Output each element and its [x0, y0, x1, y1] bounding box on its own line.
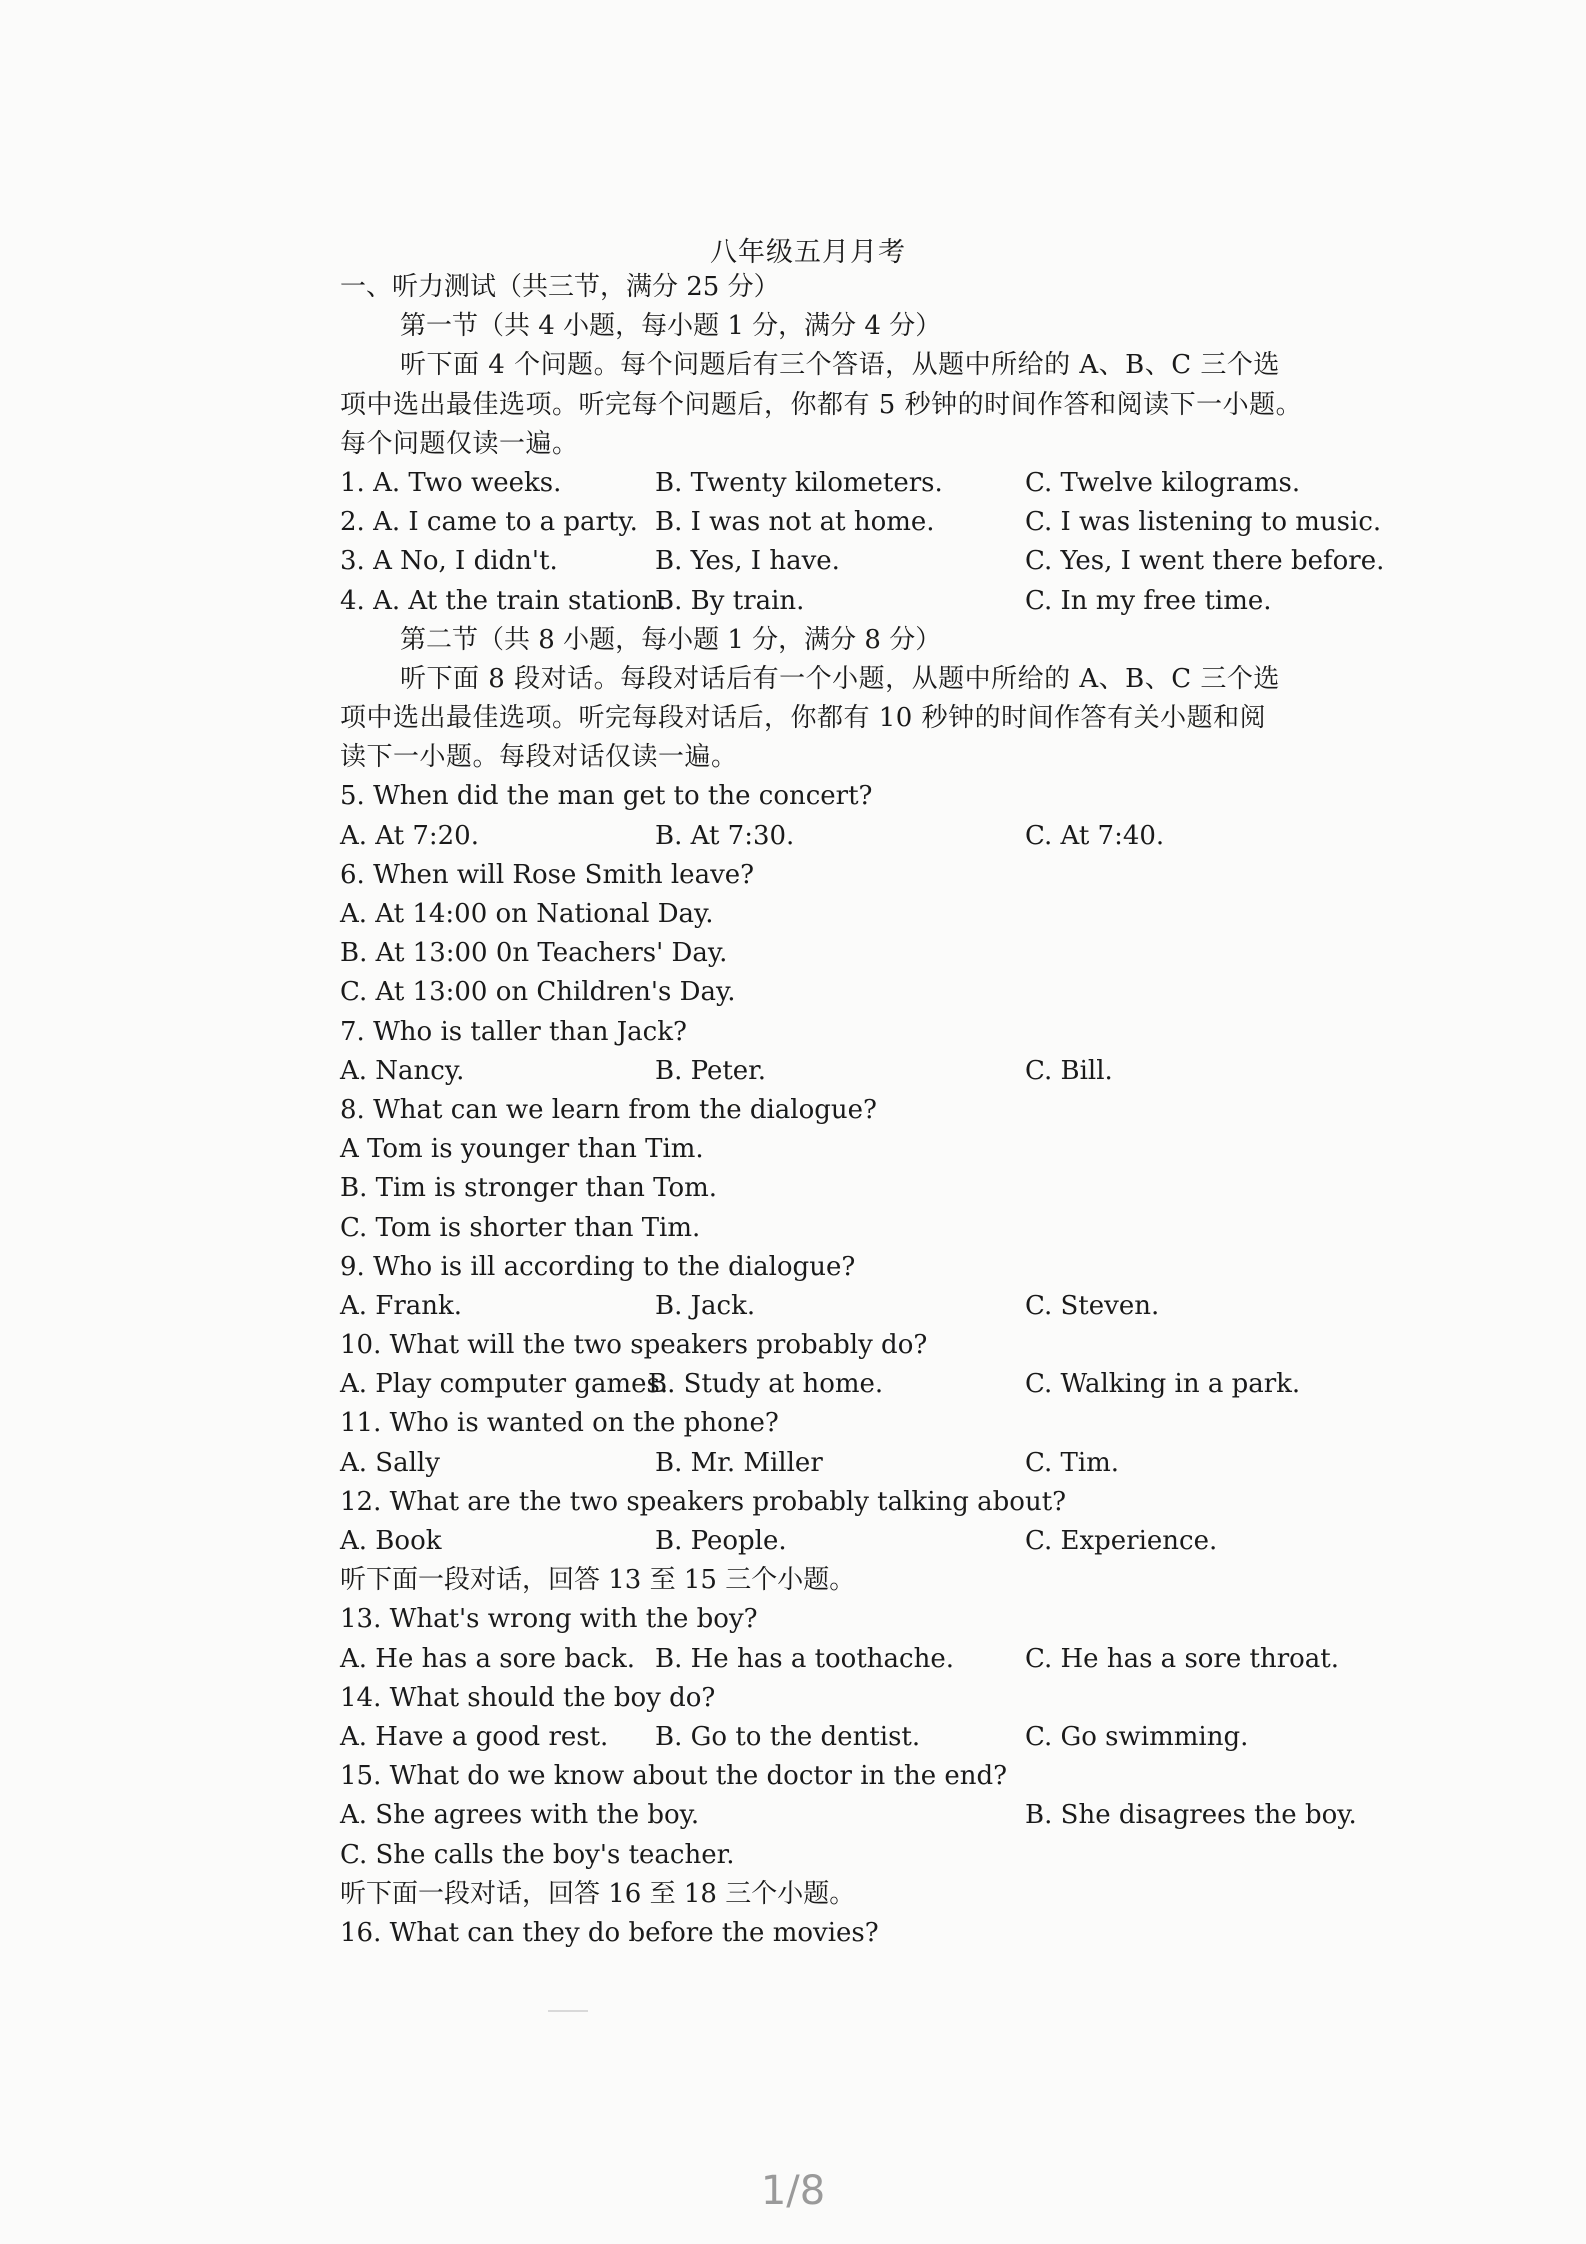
option-a: A. At 14:00 on National Day.	[340, 899, 714, 929]
option-c: C. Tom is shorter than Tim.	[340, 1212, 701, 1243]
option-a: 1. A. Two weeks.	[340, 467, 562, 498]
option-b: B. He has a toothache.	[655, 1643, 954, 1674]
question-stem: 15. What do we know about the doctor in the end?	[340, 1761, 1008, 1792]
question-row	[330, 1444, 1410, 1483]
part1-instruction-line: 每个问题仅读一遍。	[340, 428, 579, 459]
part1-instruction-line: 项中选出最佳选项。听完每个问题后，你都有 5 秒钟的时间作答和阅读下一小题。	[340, 389, 1303, 420]
option-a: 2. A. I came to a party.	[340, 507, 638, 538]
question-stem: 12. What are the two speakers probably talking about?	[340, 1486, 1067, 1517]
part2-instruction-line: 读下一小题。每段对话仅读一遍。	[340, 742, 738, 773]
option-c: C. I was listening to music.	[1025, 507, 1382, 538]
option-a: A. Play computer games.	[340, 1369, 669, 1400]
question-stem: 8. What can we learn from the dialogue?	[340, 1094, 877, 1125]
option-a: 3. A No, I didn't.	[340, 546, 558, 577]
option-a: A. At 7:20.	[340, 820, 479, 851]
option-a: A. She agrees with the boy.	[340, 1800, 700, 1831]
question-row	[330, 1522, 1410, 1561]
option-b: B. Yes, I have.	[655, 546, 840, 577]
option-b: B. People.	[655, 1526, 787, 1556]
question-stem: 9. Who is ill according to the dialogue?	[340, 1251, 856, 1282]
question-row	[330, 1718, 1410, 1757]
option-a: A. He has a sore back.	[340, 1643, 636, 1674]
option-a: A. Sally	[340, 1447, 440, 1478]
option-c: C. Experience.	[1025, 1526, 1218, 1556]
question-stem: 10. What will the two speakers probably do?	[340, 1330, 928, 1361]
option-a: A. Nancy.	[340, 1055, 465, 1086]
option-c: C. Walking in a park.	[1025, 1369, 1301, 1400]
part2-instruction-line: 听下面 8 段对话。每段对话后有一个小题，从题中所给的 A、B、C 三个选	[400, 663, 1280, 694]
option-c: C. Tim.	[1025, 1447, 1120, 1478]
option-b: B. Jack.	[655, 1290, 756, 1321]
question-stem: 14. What should the boy do?	[340, 1682, 716, 1713]
part2-instruction-line: 项中选出最佳选项。听完每段对话后，你都有 10 秒钟的时间作答有关小题和阅	[340, 703, 1267, 734]
question-row	[330, 1365, 1410, 1404]
question-stem: 16. What can they do before the movies?	[340, 1917, 879, 1948]
part2-heading: 第二节（共 8 小题，每小题 1 分，满分 8 分）	[400, 624, 942, 655]
option-a: A. Frank.	[340, 1290, 463, 1321]
option-b: B. Mr. Miller	[655, 1447, 823, 1478]
question-stem: 6. When will Rose Smith leave?	[340, 859, 755, 890]
question-stem: 5. When did the man get to the concert?	[340, 781, 873, 812]
option-c: C. Yes, I went there before.	[1025, 546, 1385, 577]
option-b: B. Twenty kilometers.	[655, 467, 943, 498]
question-row	[330, 817, 1410, 856]
question-row	[330, 582, 1410, 621]
question-row	[330, 503, 1410, 542]
option-c: C. Steven.	[1025, 1290, 1160, 1321]
option-c: C. At 7:40.	[1025, 820, 1165, 851]
option-b: B. I was not at home.	[655, 507, 935, 538]
option-c: C. Twelve kilograms.	[1025, 467, 1301, 498]
scan-smudge	[548, 2010, 588, 2012]
exam-content	[330, 268, 1410, 1953]
option-c: C. In my free time.	[1025, 585, 1272, 616]
question-row	[330, 1796, 1410, 1835]
option-a: A. Book	[340, 1526, 442, 1556]
option-a: A Tom is younger than Tim.	[340, 1134, 704, 1165]
question-row	[330, 464, 1410, 503]
option-b: B. Go to the dentist.	[655, 1721, 921, 1752]
exam-title: 八年级五月月考	[710, 237, 906, 268]
question-row	[330, 1287, 1410, 1326]
option-a: A. Have a good rest.	[340, 1721, 609, 1752]
option-c: C. Bill.	[1025, 1055, 1113, 1086]
option-b: B. At 13:00 0n Teachers' Day.	[340, 938, 728, 969]
option-b: B. She disagrees the boy.	[1025, 1800, 1357, 1831]
option-a: 4. A. At the train station.	[340, 585, 667, 616]
dialogue-intro: 听下面一段对话，回答 13 至 15 三个小题。	[340, 1565, 856, 1596]
option-c: C. At 13:00 on Children's Day.	[340, 977, 736, 1008]
option-b: B. Tim is stronger than Tom.	[340, 1173, 718, 1204]
option-c: C. Go swimming.	[1025, 1721, 1249, 1752]
option-b: B. By train.	[655, 585, 805, 616]
part1-instruction-line: 听下面 4 个问题。每个问题后有三个答语，从题中所给的 A、B、C 三个选	[400, 350, 1280, 381]
option-b: B. Peter.	[655, 1055, 767, 1086]
question-stem: 13. What's wrong with the boy?	[340, 1604, 758, 1635]
section-heading: 一、听力测试（共三节，满分 25 分）	[340, 272, 780, 302]
question-row	[330, 1640, 1410, 1679]
option-c: C. She calls the boy's teacher.	[340, 1839, 735, 1870]
question-row	[330, 542, 1410, 581]
page-indicator: 1/8	[760, 2168, 826, 2214]
question-row	[330, 1052, 1410, 1091]
option-c: C. He has a sore throat.	[1025, 1643, 1340, 1674]
part1-heading: 第一节（共 4 小题，每小题 1 分，满分 4 分）	[400, 311, 942, 342]
option-b: B. Study at home.	[648, 1369, 884, 1400]
dialogue-intro: 听下面一段对话，回答 16 至 18 三个小题。	[340, 1878, 856, 1909]
question-stem: 11. Who is wanted on the phone?	[340, 1408, 779, 1439]
question-stem: 7. Who is taller than Jack?	[340, 1016, 687, 1047]
option-b: B. At 7:30.	[655, 820, 795, 851]
